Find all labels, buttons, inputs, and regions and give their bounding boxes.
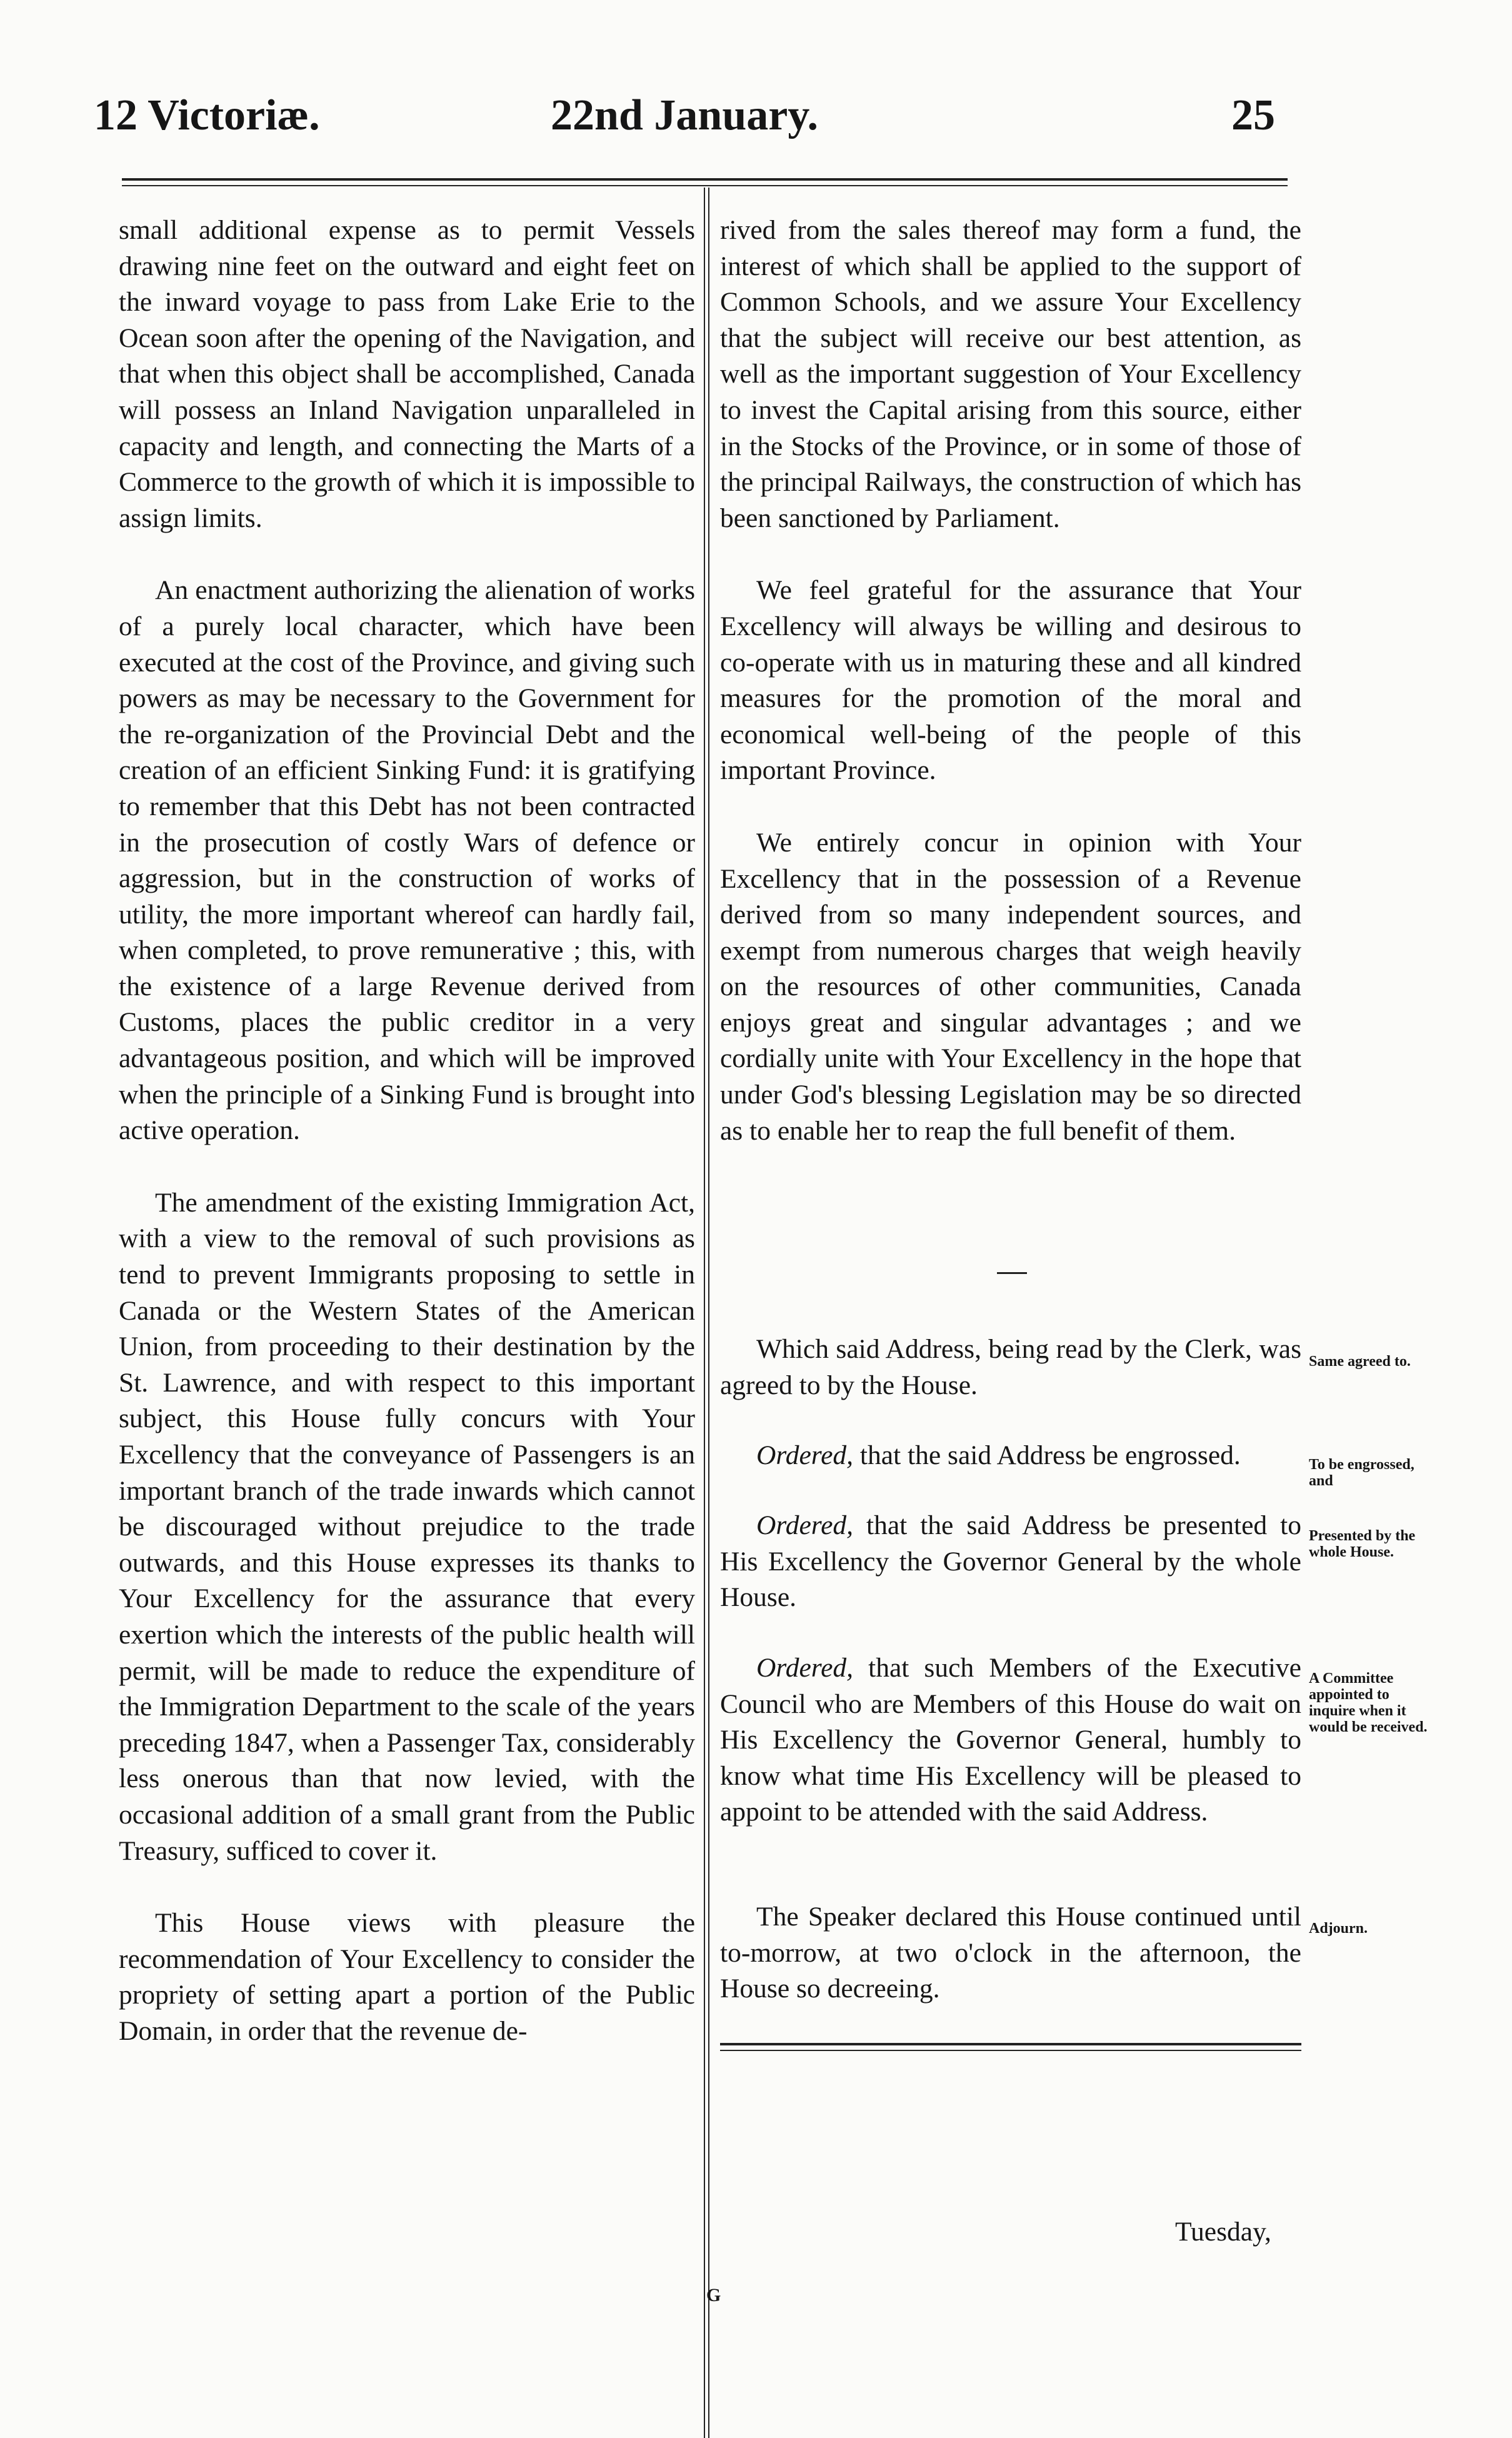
right-paragraph: We feel grateful for the assurance that Your Excellency will always be willing and desirous to co-operate with us in maturing these and all kindred measures for the promotion of the moral and economical well-being of the people of this important Province. xyxy=(720,575,1301,786)
proceeding-body: that the said Address be presented to His Excellency the Governor General by the whole House. xyxy=(720,1510,1301,1613)
proceeding-text xyxy=(720,1650,1301,1830)
proceeding-text xyxy=(720,1438,1301,1474)
proceeding-entry xyxy=(720,1438,1301,1474)
proceeding-entry xyxy=(720,1508,1301,1616)
section-dash xyxy=(997,1272,1027,1274)
right-column xyxy=(720,213,1301,1149)
header-rule-bottom xyxy=(122,185,1288,186)
header-rule-top xyxy=(122,178,1288,181)
proceeding-entry xyxy=(720,1650,1301,1830)
left-paragraph: This House views with pleasure the recommendation of Your Excellency to consider the propriety of setting apart a portion of the Public Domain, in order that the revenue de- xyxy=(119,1908,695,2046)
left-paragraph: small additional expense as to permit Vessels drawing nine feet on the outward and eight feet on the inward voyage to pass from Lake Erie to the Ocean soon after the opening of the Navigation, and that when this object shall be accomplished, Canada will possess an Inland Navigation unparalleled in capacity and length, and connecting the Marts of a Commerce to the growth of which it is impossible to assign limits. xyxy=(119,215,695,533)
header-session: 12 Victoriæ. xyxy=(94,91,320,139)
running-header xyxy=(94,84,1275,153)
ordered-lead: Ordered, xyxy=(756,1510,854,1540)
end-rule-bottom xyxy=(720,2050,1301,2051)
signature-mark: G xyxy=(706,2285,721,2305)
margin-note: Same agreed to. xyxy=(1309,1353,1411,1370)
margin-note: Adjourn. xyxy=(1309,1920,1368,1937)
margin-note: Presented by the whole House. xyxy=(1309,1528,1416,1560)
proceeding-entry xyxy=(720,1332,1301,1403)
ordered-lead: Ordered, xyxy=(756,1653,854,1683)
proceeding-text xyxy=(720,1508,1301,1616)
column-divider-right xyxy=(708,188,709,2438)
right-paragraph: We entirely concur in opinion with Your Excellency that in the possession of a Revenue derived from so many independent sources, and exempt from numerous charges that weigh heavily on the resources of other communities, Canada enjoys great and singular advantages ; and we cordially unite with Your Excellency in the hope that under God's blessing Legislation may be so directed as to enable her to reap the full benefit of them. xyxy=(720,827,1301,1146)
ordered-lead: Ordered, xyxy=(756,1440,854,1470)
end-rule-top xyxy=(720,2043,1301,2045)
proceeding-text: The Speaker declared this House continued until to-morrow, at two o'clock in the afternoon, the House so decreeing. xyxy=(720,1902,1301,2004)
left-paragraph: An enactment authorizing the alienation of works of a purely local character, which have been executed at the cost of the Province, and giving such powers as may be necessary to the Government for the re-organization of the Provincial Debt and the creation of an efficient Sinking Fund: it is gratifying to remember that this Debt has not been contracted in the prosecution of costly Wars of defence or aggression, but in the construction of works of utility, the more important whereof can hardly fail, when completed, to prove remunerative ; this, with the existence of a large Revenue derived from Customs, places the public creditor in a very advantageous position, and which will be improved when the principle of a Sinking Fund is brought into active operation. xyxy=(119,575,695,1146)
proceeding-text: Which said Address, being read by the Clerk, was agreed to by the House. xyxy=(720,1334,1301,1400)
proceeding-body: that such Members of the Executive Council who are Members of this House do wait on His Excellency the Governor General, humbly to know what time His Excellency will be pleased to appoint to be attended with the said Address. xyxy=(720,1653,1301,1827)
left-paragraph: The amendment of the existing Immigration Act, with a view to the removal of such provisions as tend to prevent Immigrants proposing to settle in Canada or the Western States of the American Union, from proceeding to their destination by the St. Lawrence, and with respect to this important subject, this House fully concurs with Your Excellency that the conveyance of Passengers is an important branch of the trade inwards which cannot be discouraged without prejudice to the trade outwards, and this House expresses its thanks to Your Excellency for the assurance that every exertion which the interests of the public health will permit, will be made to reduce the expenditure of the Immigration Department to the scale of the years preceding 1847, when a Passenger Tax, considerably less onerous than that now levied, with the occasional addition of a small grant from the Public Treasury, sufficed to cover it. xyxy=(119,1187,695,1866)
page-number: 25 xyxy=(1231,91,1275,139)
right-paragraph: rived from the sales thereof may form a fund, the interest of which shall be applied to the support of Common Schools, and we assure Your Excellency that the subject will receive our best attention, as well as the important suggestion of Your Excellency to invest the Capital arising from this source, either in the Stocks of the Province, or in some of those of the principal Railways, the construction of which has been sanctioned by Parliament. xyxy=(720,215,1301,533)
header-date: 22nd January. xyxy=(551,91,818,139)
left-column xyxy=(119,213,695,2050)
proceeding-body: that the said Address be engrossed. xyxy=(853,1440,1241,1470)
margin-note: To be engrossed, and xyxy=(1309,1457,1414,1489)
column-divider-left xyxy=(704,188,705,2438)
catchword: Tuesday, xyxy=(1175,2217,1271,2247)
margin-note: A Committee appointed to inquire when it would be received. xyxy=(1309,1670,1428,1735)
proceeding-entry xyxy=(720,1899,1301,2007)
